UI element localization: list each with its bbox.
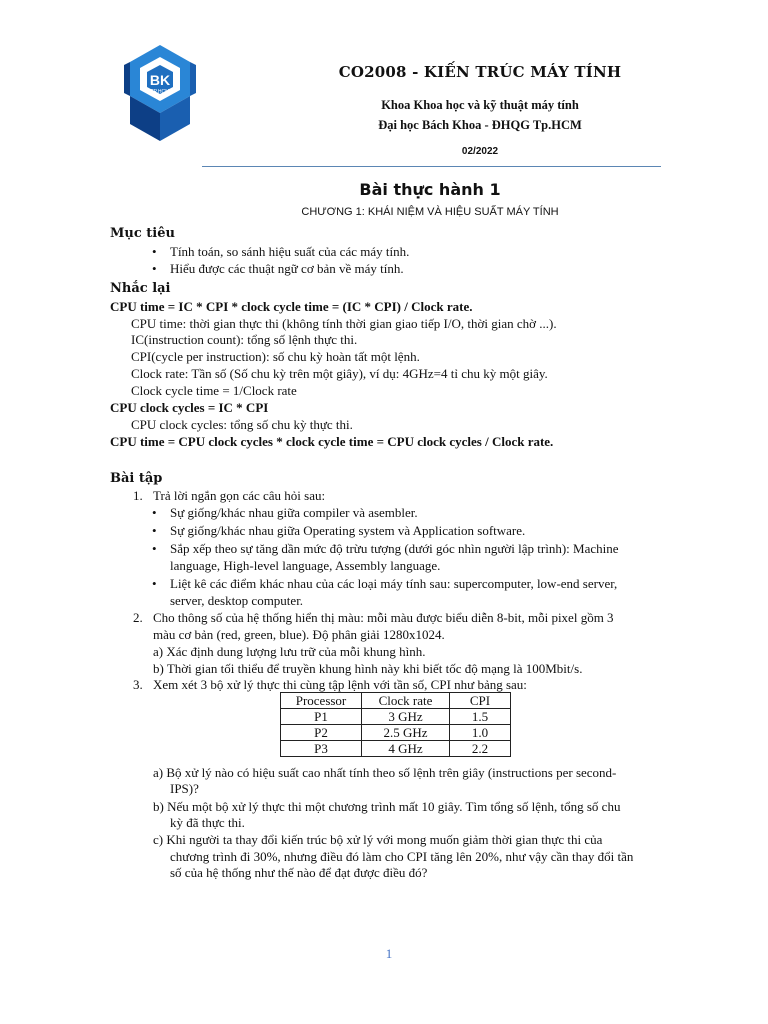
bk-logo: [124, 43, 196, 143]
table-cell: P1: [281, 709, 362, 725]
table-row: [281, 725, 511, 741]
exercise-bullet: • Liệt kê các điểm khác nhau của các loại máy tính sau: supercomputer, low-end server,: [170, 576, 617, 592]
table-cell: 1.5: [450, 709, 511, 725]
exercise-number: 1.: [133, 488, 143, 503]
recap-line: CPU time: thời gian thực thi (không tính thời gian giao tiếp I/O, thời gian chờ ...).: [131, 316, 557, 331]
document-date: 02/2022: [461, 146, 499, 157]
table-header-cell: Processor: [281, 693, 362, 709]
formula-cpu-time-2: CPU time = CPU clock cycles * clock cycle time = CPU clock cycles / Clock rate.: [110, 434, 554, 449]
exercise-subitem: b) Thời gian tối thiểu để truyền khung hình này khi biết tốc độ mạng là 100Mbit/s.: [153, 661, 583, 676]
chapter-title: CHƯƠNG 1: KHÁI NIỆM VÀ HIỆU SUẤT MÁY TÍNH: [301, 206, 559, 218]
table-cell: 1.0: [450, 725, 511, 741]
formula-cpu-time: CPU time = IC * CPI * clock cycle time = (IC * CPI) / Clock rate.: [110, 299, 473, 314]
objectives-heading: Mục tiêu: [110, 226, 175, 241]
page-number: 1: [385, 946, 393, 961]
course-title: CO2008 - KIẾN TRÚC MÁY TÍNH: [338, 63, 622, 81]
exercise-text: màu cơ bản (red, green, blue). Độ phân giải 1280x1024.: [153, 627, 445, 642]
table-cell: 3 GHz: [362, 709, 450, 725]
exercise-bullet: • Sắp xếp theo sự tăng dần mức độ trừu tượng (dưới góc nhìn người lập trình): Machine: [170, 541, 619, 557]
exercise-subitem-cont: số của hệ thống như thế nào để đạt được điều đó?: [170, 865, 428, 880]
exercise-subitem: a) Xác định dung lượng lưu trữ của mỗi khung hình.: [153, 644, 426, 659]
table-header-cell: CPI: [450, 693, 511, 709]
table-cell: 4 GHz: [362, 741, 450, 757]
recap-line: CPU clock cycles: tổng số chu kỳ thực thi.: [131, 417, 353, 432]
formula-clock-cycles: CPU clock cycles = IC * CPI: [110, 400, 269, 415]
exercise-bullet: • Sự giống/khác nhau giữa compiler và asembler.: [170, 505, 418, 521]
logo-text: BK: [149, 72, 171, 88]
exercise-subitem: b) Nếu một bộ xử lý thực thi một chương trình mất 10 giây. Tìm tổng số lệnh, tổng số chu: [153, 799, 621, 814]
faculty-name: Khoa Khoa học và kỹ thuật máy tính: [381, 98, 579, 112]
exercise-number: 2.: [133, 610, 143, 625]
exercise-bullet-cont: language, High-level language, Assembly language.: [170, 558, 441, 573]
header-divider: [202, 166, 661, 167]
exercise-bullet: • Sự giống/khác nhau giữa Operating system và Application software.: [170, 523, 525, 539]
processor-table: [280, 692, 511, 757]
exercise-subitem: c) Khi người ta thay đổi kiến trúc bộ xử lý với mong muốn giảm thời gian thực thi của: [153, 832, 603, 847]
logo-subtext: TP.HCM: [150, 89, 170, 95]
objective-item: • Hiểu được các thuật ngữ cơ bản về máy tính.: [170, 261, 404, 277]
table-row: [281, 741, 511, 757]
table-cell: 2.5 GHz: [362, 725, 450, 741]
table-row: [281, 709, 511, 725]
recap-line: Clock cycle time = 1/Clock rate: [131, 383, 297, 398]
recap-heading: Nhắc lại: [110, 281, 171, 296]
objective-item: • Tính toán, so sánh hiệu suất của các máy tính.: [170, 244, 409, 260]
recap-line: IC(instruction count): tổng số lệnh thực thi.: [131, 332, 358, 347]
recap-line: Clock rate: Tần số (Số chu kỳ trên một giây), ví dụ: 4GHz=4 tỉ chu kỳ một giây.: [131, 366, 548, 381]
lab-title: Bài thực hành 1: [359, 180, 501, 199]
exercise-subitem: a) Bộ xử lý nào có hiệu suất cao nhất tính theo số lệnh trên giây (instructions per second-: [153, 765, 617, 780]
table-header-cell: Clock rate: [362, 693, 450, 709]
exercise-text: Cho thông số của hệ thống hiển thị màu: mỗi màu được biểu diễn 8-bit, mỗi pixel gồm 3: [153, 610, 614, 625]
exercise-number: 3.: [133, 677, 143, 692]
table-cell: P2: [281, 725, 362, 741]
exercises-heading: Bài tập: [110, 471, 163, 486]
exercise-text: Xem xét 3 bộ xử lý thực thi cùng tập lệnh với tần số, CPI như bảng sau:: [153, 677, 527, 692]
exercise-text: Trả lời ngắn gọn các câu hỏi sau:: [153, 488, 326, 503]
table-header-row: [281, 693, 511, 709]
exercise-subitem-cont: IPS)?: [170, 781, 199, 796]
recap-line: CPI(cycle per instruction): số chu kỳ hoàn tất một lệnh.: [131, 349, 420, 364]
table-cell: P3: [281, 741, 362, 757]
exercise-subitem-cont: chương trình đi 30%, nhưng điều đó làm cho CPI tăng lên 20%, như vậy cần thay đổi tần: [170, 849, 634, 864]
exercise-bullet-cont: server, desktop computer.: [170, 593, 304, 608]
exercise-subitem-cont: kỳ đã thực thi.: [170, 815, 245, 830]
table-cell: 2.2: [450, 741, 511, 757]
university-name: Đại học Bách Khoa - ĐHQG Tp.HCM: [378, 118, 582, 132]
